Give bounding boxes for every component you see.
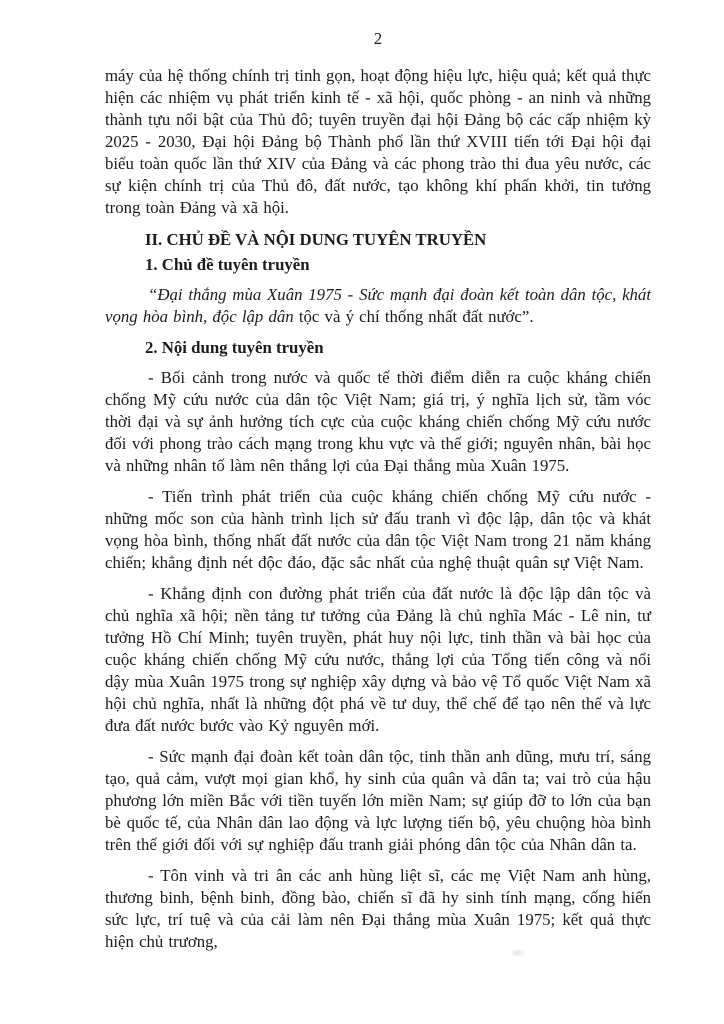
scan-artifact [512, 951, 524, 955]
document-body [105, 65, 651, 953]
body-paragraph-continuation: máy của hệ thống chính trị tinh gọn, hoạt động hiệu lực, hiệu quả; kết quả thực hiện các nhiệm vụ phát triển kinh tế - xã hội, quốc phòng - an ninh và những thành tựu nổi bật của Thủ đô; tuyên truyền đại hội Đảng bộ các cấp nhiệm kỳ 2025 - 2030, Đại hội Đảng bộ Thành phố lần thứ XVIII tiến tới Đại hội đại biểu toàn quốc lần thứ XIV của Đảng và các phong trào thi đua yêu nước, các sự kiện chính trị của Thủ đô, đất nước, tạo không khí phấn khởi, tin tưởng trong toàn Đảng và xã hội. [105, 66, 651, 217]
quote-paragraph [105, 284, 651, 328]
bullet-paragraph-context: - Bối cảnh trong nước và quốc tế thời điểm diễn ra cuộc kháng chiến chống Mỹ cứu nước của dân tộc Việt Nam; giá trị, ý nghĩa lịch sử, tầm vóc thời đại và sự ảnh hưởng tích cực của cuộc kháng chiến chống Mỹ cứu nước đối với phong trào cách mạng trong khu vực và thế giới; nguyên nhân, bài học và những nhân tố làm nên thắng lợi của Đại thắng mùa Xuân 1975. [105, 368, 651, 475]
bullet-paragraph-timeline: - Tiến trình phát triển của cuộc kháng chiến chống Mỹ cứu nước - những mốc son của hành trình lịch sử đấu tranh vì độc lập, dân tộc và khát vọng hòa bình, thống nhất đất nước của dân tộc Việt Nam trong 21 năm kháng chiến; khẳng định nét độc đáo, đặc sắc nhất của nghệ thuật quân sự Việt Nam. [105, 487, 651, 572]
quote-regular-text: tộc và ý chí thống nhất đất nước”. [293, 307, 534, 326]
subsection-heading-topic: 1. Chủ đề tuyên truyền [145, 255, 310, 274]
page-number: 2 [373, 29, 383, 48]
quote-italic-text: “Đại thắng mùa Xuân 1975 - Sức mạnh đại đoàn kết toàn dân tộc, khát vọng hòa bình, độc lập dân [105, 285, 651, 326]
bullet-paragraph-unity: - Sức mạnh đại đoàn kết toàn dân tộc, tinh thần anh dũng, mưu trí, sáng tạo, quả cảm, vượt mọi gian khổ, hy sinh của quân và dân ta; vai trò của hậu phương lớn miền Bắc với tiền tuyến lớn miền Nam; sự giúp đỡ to lớn của bạn bè quốc tế, của Nhân dân lao động và lực lượng tiến bộ, yêu chuộng hòa bình trên thế giới đối với sự nghiệp đấu tranh giải phóng dân tộc của Nhân dân ta. [105, 747, 651, 854]
subsection-heading-content: 2. Nội dung tuyên truyền [145, 338, 324, 357]
bullet-paragraph-affirmation: - Khẳng định con đường phát triển của đất nước là độc lập dân tộc và chủ nghĩa xã hội; nền tảng tư tưởng của Đảng là chủ nghĩa Mác - Lê nin, tư tưởng Hồ Chí Minh; tuyên truyền, phát huy nội lực, tinh thần và bài học của cuộc kháng chiến chống Mỹ cứu nước, thắng lợi của Tổng tiến công và nổi dậy mùa Xuân 1975 trong sự nghiệp xây dựng và bảo vệ Tổ quốc Việt Nam xã hội chủ nghĩa, nhất là những đột phá về tư duy, thể chế để tạo nên thế và lực đưa đất nước bước vào Kỷ nguyên mới. [105, 584, 651, 735]
bullet-paragraph-honor: - Tôn vinh và tri ân các anh hùng liệt sĩ, các mẹ Việt Nam anh hùng, thương binh, bệnh binh, đồng bào, chiến sĩ đã hy sinh tính mạng, cống hiến sức lực, trí tuệ và của cải làm nên Đại thắng mùa Xuân 1975; kết quả thực hiện chủ trương, [105, 866, 651, 951]
section-heading: II. CHỦ ĐỀ VÀ NỘI DUNG TUYÊN TRUYỀN [145, 230, 487, 249]
